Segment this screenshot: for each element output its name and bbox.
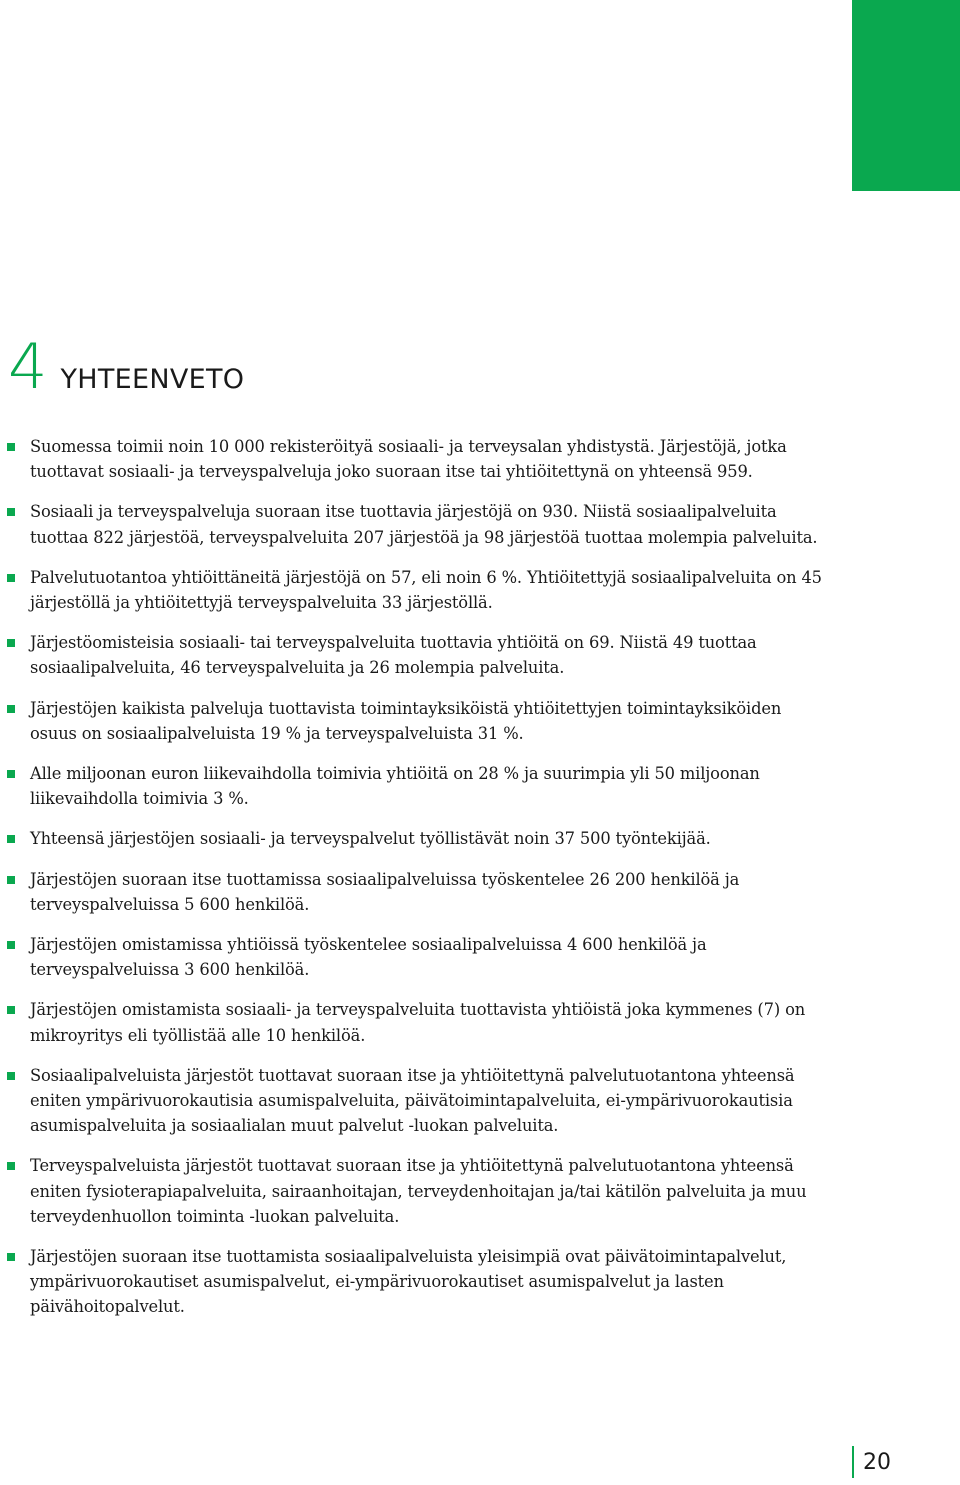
square-bullet-icon — [7, 1162, 15, 1170]
bullet-text: Järjestöjen suoraan itse tuottamissa sosiaalipalveluissa työskentelee 26 200 henkilöä ja terveyspalveluissa 5 600 henkilöä. — [30, 869, 740, 914]
chapter-title: YHTEENVETO — [60, 364, 245, 395]
bullet-text: Terveyspalveluista järjestöt tuottavat suoraan itse ja yhtiöitettynä palvelutuotantona yhteensä eniten fysioterapiapalveluita, sairaanhoitajan, terveydenhoitajan ja/tai kätilön palveluita ja muu terveydenhuollon toiminta -luokan palveluita. — [30, 1156, 807, 1226]
square-bullet-icon — [7, 1072, 15, 1080]
bullet-text: Alle miljoonan euron liikevaihdolla toimivia yhtiöitä on 28 % ja suurimpia yli 50 miljoonan liikevaihdolla toimivia 3 %. — [30, 764, 760, 809]
summary-bullet-list — [0, 434, 960, 1335]
bullet-text: Sosiaali ja terveyspalveluja suoraan itse tuottavia järjestöjä on 930. Niistä sosiaalipalveluita tuottaa 822 järjestöä, terveyspalveluita 207 järjestöä ja 98 järjestöä tuottaa molempia palveluita. — [30, 502, 818, 547]
bullet-text: Järjestöjen omistamissa yhtiöissä työskentelee sosiaalipalveluissa 4 600 henkilöä ja terveyspalveluissa 3 600 henkilöä. — [30, 935, 707, 980]
bullet-item — [0, 499, 960, 549]
page-footer — [852, 1446, 891, 1478]
page-number: 20 — [863, 1449, 891, 1475]
square-bullet-icon — [7, 705, 15, 713]
square-bullet-icon — [7, 508, 15, 516]
bullet-text: Järjestöjen omistamista sosiaali- ja terveyspalveluita tuottavista yhtiöistä joka kymmenes (7) on mikroyritys eli työllistää alle 10 henkilöä. — [30, 1000, 806, 1045]
bullet-text: Järjestöomisteisia sosiaali- tai terveyspalveluita tuottavia yhtiöitä on 69. Niistä 49 tuottaa sosiaalipalveluita, 46 terveyspalveluita ja 26 molempia palveluita. — [30, 633, 757, 678]
bullet-item — [0, 867, 960, 917]
bullet-item — [0, 1063, 960, 1139]
bullet-text: Palvelutuotantoa yhtiöittäneitä järjestöjä on 57, eli noin 6 %. Yhtiöitettyjä sosiaalipalveluita on 45 järjestöllä ja yhtiöitettyjä terveyspalveluita 33 järjestöllä. — [30, 567, 822, 613]
chapter-heading — [8, 330, 245, 403]
square-bullet-icon — [7, 443, 15, 451]
corner-color-tab — [852, 0, 960, 191]
bullet-text: Yhteensä järjestöjen sosiaali- ja terveyspalvelut työllistävät noin 37 500 työntekijää. — [30, 829, 711, 849]
bullet-text: Sosiaalipalveluista järjestöt tuottavat suoraan itse ja yhtiöitettynä palvelutuotantona yhteensä eniten ympärivuorokautisia asumispalveluita, päivätoimintapalveluita, ei-ympärivuorokautisia asumispalveluita ja sosiaalialan muut palvelut -luokan palveluita. — [30, 1065, 795, 1136]
bullet-item — [0, 696, 960, 746]
square-bullet-icon — [7, 876, 15, 884]
bullet-item — [0, 630, 960, 680]
square-bullet-icon — [7, 770, 15, 778]
bullet-item — [0, 1153, 960, 1229]
bullet-item — [0, 761, 960, 811]
bullet-item — [0, 1244, 960, 1320]
bullet-text: Järjestöjen suoraan itse tuottamista sosiaalipalveluista yleisimpiä ovat päivätoimintapalvelut, ympärivuorokautiset asumispalvelut, ei-ympärivuorokautiset asumispalvelut ja lasten päivähoitopalvelut. — [30, 1247, 787, 1317]
square-bullet-icon — [7, 1006, 15, 1014]
bullet-item — [0, 565, 960, 615]
bullet-item — [0, 826, 960, 851]
bullet-item — [0, 932, 960, 982]
square-bullet-icon — [7, 639, 15, 647]
square-bullet-icon — [7, 574, 15, 582]
square-bullet-icon — [7, 941, 15, 949]
bullet-item — [0, 434, 960, 484]
chapter-number: 4 — [8, 330, 47, 403]
bullet-item — [0, 997, 960, 1047]
square-bullet-icon — [7, 1253, 15, 1261]
square-bullet-icon — [7, 835, 15, 843]
bullet-text: Järjestöjen kaikista palveluja tuottavista toimintayksiköistä yhtiöitettyjen toimintayksiköiden osuus on sosiaalipalveluista 19 % ja terveyspalveluista 31 %. — [30, 698, 782, 743]
bullet-text: Suomessa toimii noin 10 000 rekisteröityä sosiaali- ja terveysalan yhdistystä. Järjestöjä, jotka tuottavat sosiaali- ja terveyspalveluja joko suoraan itse tai yhtiöitettynä on yhteensä 959. — [30, 437, 787, 482]
